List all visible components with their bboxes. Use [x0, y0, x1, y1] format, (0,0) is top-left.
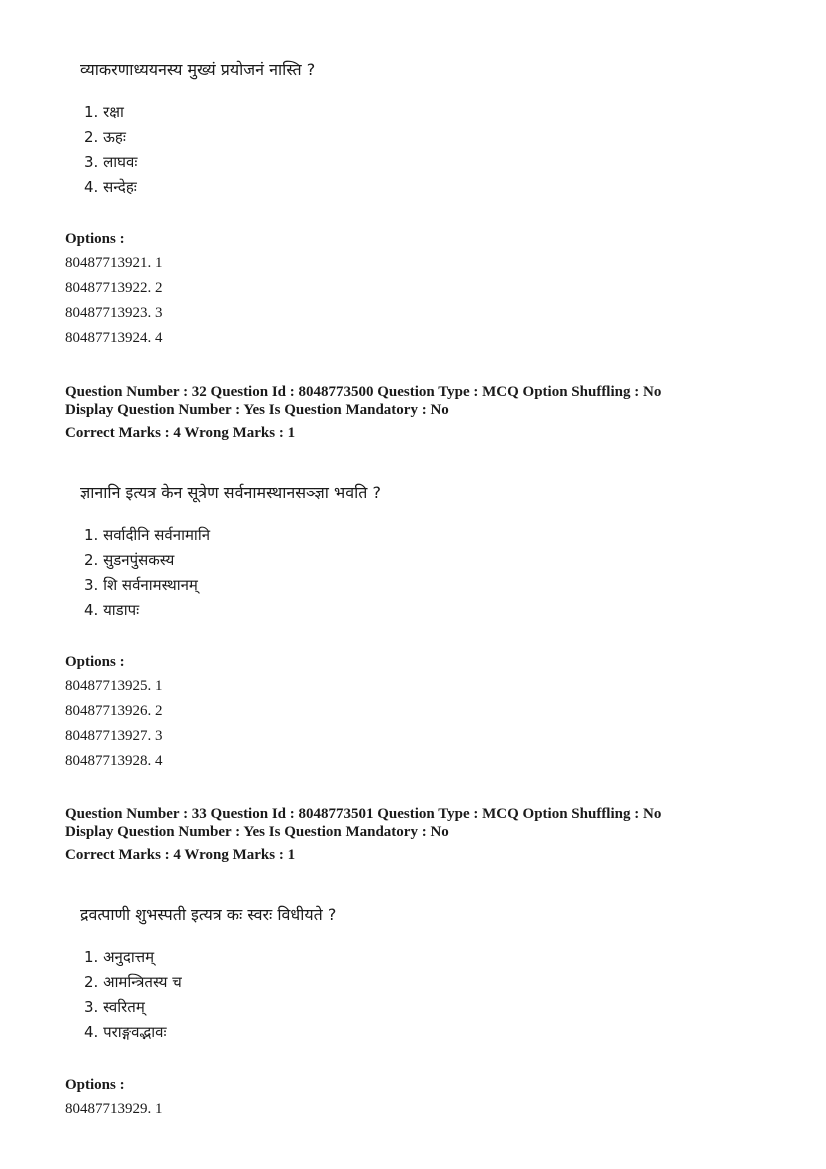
option-id-item: 80487713921. 1 — [65, 255, 163, 271]
marks-line: Correct Marks : 4 Wrong Marks : 1 — [65, 847, 296, 863]
option-id-list — [65, 677, 163, 777]
choice-item: 4. याडापः — [84, 601, 140, 619]
meta-line: Question Number : 32 Question Id : 8048773500 Question Type : MCQ Option Shuffling : No — [65, 384, 662, 400]
option-id-list — [65, 1100, 163, 1125]
choice-list — [84, 102, 137, 202]
question-text: द्रवत्पाणी शुभस्पती इत्यत्र कः स्वरः विधीयते ? — [80, 905, 337, 924]
question-meta — [65, 383, 661, 442]
meta-line: Display Question Number : Yes Is Question Mandatory : No — [65, 402, 449, 418]
option-id-item: 80487713925. 1 — [65, 678, 163, 694]
question-text: व्याकरणाध्ययनस्य मुख्यं प्रयोजनं नास्ति ? — [80, 60, 316, 79]
choice-item: 1. सर्वादीनि सर्वनामानि — [84, 526, 211, 544]
choice-item: 4. सन्देहः — [84, 178, 137, 196]
option-id-item: 80487713929. 1 — [65, 1101, 163, 1117]
choice-list — [84, 525, 210, 625]
option-id-item: 80487713924. 4 — [65, 330, 163, 346]
choice-item: 3. शि सर्वनामस्थानम् — [84, 576, 198, 594]
option-id-item: 80487713928. 4 — [65, 753, 163, 769]
meta-line: Display Question Number : Yes Is Question Mandatory : No — [65, 824, 449, 840]
choice-list — [84, 947, 182, 1047]
marks-line: Correct Marks : 4 Wrong Marks : 1 — [65, 425, 296, 441]
question-meta — [65, 805, 661, 864]
meta-line: Question Number : 33 Question Id : 8048773501 Question Type : MCQ Option Shuffling : No — [65, 806, 662, 822]
choice-item: 4. पराङ्गवद्भावः — [84, 1023, 167, 1041]
choice-item: 2. सुडनपुंसकस्य — [84, 551, 175, 569]
option-id-list — [65, 254, 163, 354]
options-label: Options : — [65, 654, 125, 670]
choice-item: 1. अनुदात्तम् — [84, 948, 155, 966]
choice-item: 1. रक्षा — [84, 103, 124, 121]
option-id-item: 80487713927. 3 — [65, 728, 163, 744]
choice-item: 3. स्वरितम् — [84, 998, 145, 1016]
choice-item: 3. लाघवः — [84, 153, 138, 171]
choice-item: 2. ऊहः — [84, 128, 126, 146]
question-text: ज्ञानानि इत्यत्र केन सूत्रेण सर्वनामस्थानसञ्ज्ञा भवति ? — [80, 483, 382, 502]
option-id-item: 80487713923. 3 — [65, 305, 163, 321]
choice-item: 2. आमन्त्रितस्य च — [84, 973, 182, 991]
options-label: Options : — [65, 231, 125, 247]
option-id-item: 80487713922. 2 — [65, 280, 163, 296]
option-id-item: 80487713926. 2 — [65, 703, 163, 719]
options-label: Options : — [65, 1077, 125, 1093]
